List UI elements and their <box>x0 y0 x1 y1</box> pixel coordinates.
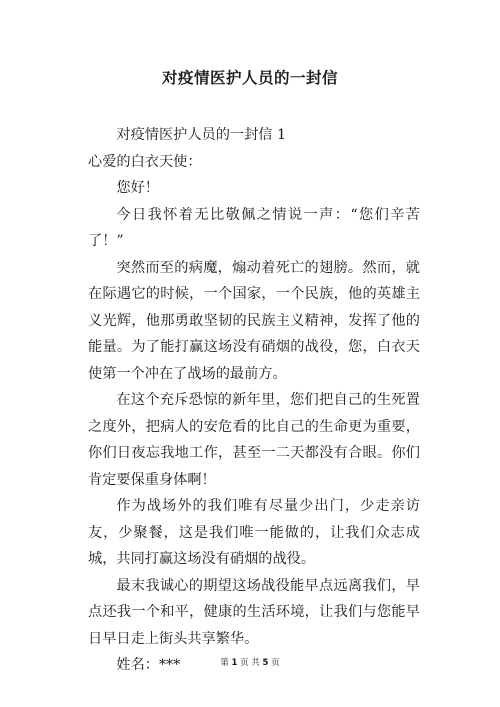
page-footer <box>0 657 500 669</box>
salutation: 心爱的白衣天使： <box>88 153 202 170</box>
paragraph-3: 在这个充斥恐惊的新年里，您们把自己的生死置之度外，把病人的安危看的比自己的生命更为重要，你们日夜忘我地工作，甚至一二天都没有合眼。你们肯定要保重身体啊！ <box>88 392 420 488</box>
document-body <box>88 122 420 679</box>
footer-prefix: 第 <box>220 658 229 668</box>
paragraph-4: 作为战场外的我们唯有尽量少出门，少走亲访友，少聚餐，这是我们唯一能做的，让我们众志成城，共同打赢这场没有硝烟的战役。 <box>88 498 420 567</box>
paragraph-1: 今日我怀着无比敬佩之情说一声：“您们辛苦了！” <box>88 206 420 249</box>
footer-current-page: 1 <box>231 658 238 668</box>
footer-total-pages: 5 <box>262 658 269 668</box>
document-title: 对疫情医护人员的一封信 <box>161 68 338 87</box>
footer-middle: 页 共 <box>240 658 260 668</box>
greeting: 您好！ <box>116 180 159 196</box>
document-subtitle: 对疫情医护人员的一封信 1 <box>116 127 286 143</box>
paragraph-2: 突然而至的病魔，煽动着死亡的翅膀。然而，就在际遇它的时候，一个国家，一个民族，他的英雄主义光辉，他那勇敢坚韧的民族主义精神，发挥了他的能量。为了能打赢这场没有硝烟的战役，您，白衣天使第一个冲在了战场的最前方。 <box>88 259 420 382</box>
signature: 姓名：*** <box>116 657 181 673</box>
paragraph-5: 最末我诚心的期望这场战役能早点远离我们，早点还我一个和平，健康的生活环境，让我们与您能早日早日走上街头共享繁华。 <box>88 577 420 647</box>
footer-suffix: 页 <box>271 658 280 668</box>
